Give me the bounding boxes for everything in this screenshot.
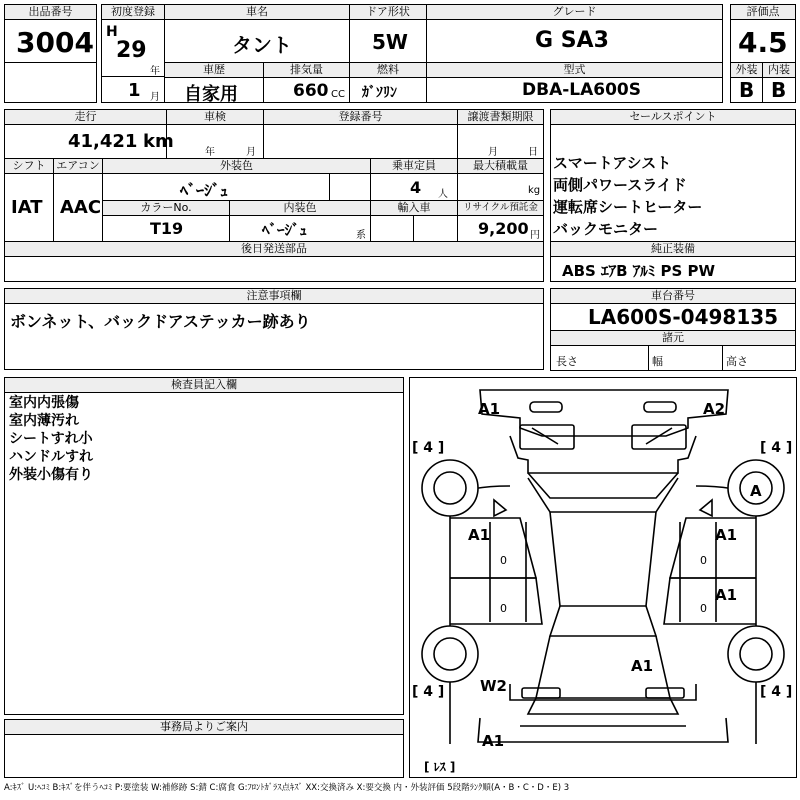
capacity-label: 乗車定員 — [370, 158, 458, 174]
reg-month: 1 — [128, 80, 141, 101]
inspector-label: 検査員記入欄 — [4, 377, 404, 393]
mark-tire-fr: [ 4 ] — [760, 440, 793, 456]
inspector-item: 室内内張傷 — [9, 395, 79, 411]
inspection-label: 車検 — [166, 109, 264, 125]
notes-label: 注意事項欄 — [4, 288, 544, 304]
colorno-label: カラーNo. — [102, 200, 230, 216]
sales-item: 両側パワースライド — [553, 176, 687, 194]
history-label: 車歴 — [164, 62, 264, 78]
maxload-label: 最大積載量 — [457, 158, 544, 174]
displacement-label: 排気量 — [263, 62, 350, 78]
sales-item: スマートアシスト — [553, 154, 672, 172]
mark-wheel-fr: A — [750, 482, 762, 500]
score-label: 評価点 — [730, 4, 796, 20]
inspector-item: シートすれ小 — [9, 431, 93, 447]
interior-color-label: 内装色 — [229, 200, 371, 216]
mark-front-right: A2 — [703, 400, 726, 418]
history: 自家用 — [184, 84, 238, 105]
width-label: 幅 — [652, 355, 663, 368]
interior-color-unit: 系 — [356, 230, 366, 241]
car-name-label: 車名 — [164, 4, 350, 20]
reg-year: 29 — [116, 38, 147, 63]
color: ﾍﾞｰｼﾞｭ — [180, 181, 229, 200]
mark-tire-rr: [ 4 ] — [760, 684, 793, 700]
maxload-unit: kg — [528, 185, 541, 196]
int-grade: B — [771, 78, 787, 102]
score: 4.5 — [738, 26, 788, 59]
mileage-label: 走行 — [4, 109, 167, 125]
equipment: ABS ｴｱB ｱﾙﾐ PS PW — [562, 262, 716, 280]
later-parts-label: 後日発送部品 — [4, 241, 544, 257]
displacement: 660 — [293, 81, 329, 101]
reg-month-unit: 月 — [150, 92, 160, 103]
inspector-item: 室内薄汚れ — [9, 413, 79, 429]
shift: IAT — [11, 197, 43, 218]
car-name: タント — [232, 33, 292, 57]
office-cell — [4, 734, 404, 778]
later-parts-cell — [4, 256, 544, 282]
mark-rear-left: W2 — [480, 677, 507, 695]
dims-label: 諸元 — [550, 330, 796, 346]
notes-text: ボンネット、バックドアステッカー跡あり — [10, 312, 311, 331]
sales-item: 運転席シートヒーター — [553, 198, 703, 216]
recycle: 9,200 — [478, 219, 529, 238]
legend: A:ｷｽﾞ U:ﾍｺﾐ B:ｷｽﾞを伴うﾍｺﾐ P:要塗装 W:補修跡 S:錆 C:腐食 G:ﾌﾛﾝﾄｶﾞﾗｽ点ｷｽﾞ XX:交換済み X:要交換 内・外装評価 5段階ﾗﾝｸ順(A・B・C・D・E) 3 — [4, 783, 570, 793]
reg-label: 初度登録 — [101, 4, 165, 20]
car-outline-svg — [410, 378, 796, 777]
lot-label: 出品番号 — [4, 4, 97, 20]
inspector-list — [9, 394, 93, 484]
regno-label: 登録番号 — [263, 109, 458, 125]
mileage: 41,421 — [68, 131, 138, 152]
length-label: 長さ — [556, 355, 578, 368]
equip-label: 純正装備 — [550, 241, 796, 257]
mark-door-fl: A1 — [468, 526, 491, 544]
grade-label: グレード — [426, 4, 723, 20]
ext-grade: B — [739, 78, 755, 102]
inspector-item: 外装小傷有り — [9, 467, 93, 483]
inspection-month-unit: 月 — [246, 147, 256, 158]
mark-tire-rl: [ 4 ] — [412, 684, 445, 700]
chassis-number: LA600S-0498135 — [588, 305, 779, 329]
ac: AAC — [60, 197, 102, 218]
mark-front-left: A1 — [478, 400, 501, 418]
ac-label: エアコン — [53, 158, 103, 174]
reg-era: H — [106, 24, 118, 40]
capacity-unit: 人 — [438, 189, 448, 200]
import-cell-b — [413, 215, 458, 242]
colorno: T19 — [150, 219, 184, 238]
transfer-month-unit: 月 — [488, 147, 498, 158]
mileage-unit: km — [143, 131, 174, 152]
lot-number: 3004 — [16, 26, 94, 59]
color-label: 外装色 — [102, 158, 371, 174]
mark-zero: 0 — [700, 554, 707, 567]
recycle-unit: 円 — [530, 230, 540, 241]
model: DBA-LA600S — [522, 80, 641, 100]
recycle-label: リサイクル預託金 — [457, 200, 544, 216]
grade: G SA3 — [535, 28, 609, 53]
mark-zero: 0 — [500, 554, 507, 567]
mark-roof-rear: A1 — [631, 657, 654, 675]
office-label: 事務局よりご案内 — [4, 719, 404, 735]
lot-blank-cell — [4, 62, 97, 103]
color-extra-cell — [329, 173, 371, 201]
ext-label: 外装 — [730, 62, 763, 78]
mark-door-rr: A1 — [715, 586, 738, 604]
door-type: 5W — [372, 30, 408, 54]
displacement-unit: CC — [331, 89, 345, 100]
chassis-label: 車台番号 — [550, 288, 796, 304]
sales-item: バックモニター — [553, 220, 659, 238]
sales-list — [553, 152, 702, 240]
interior-color: ﾍﾞｰｼﾞｭ — [262, 221, 308, 239]
mark-tire-fl: [ 4 ] — [412, 440, 445, 456]
mark-rear-bumper: A1 — [482, 732, 505, 750]
transfer-label: 譲渡書類期限 — [457, 109, 544, 125]
import-label: 輸入車 — [370, 200, 458, 216]
height-label: 高さ — [726, 355, 748, 368]
mark-door-fr: A1 — [715, 526, 738, 544]
model-label: 型式 — [426, 62, 723, 78]
mark-zero: 0 — [700, 602, 707, 615]
regno-cell — [263, 124, 458, 159]
transfer-day-unit: 日 — [528, 147, 538, 158]
inspection-year-unit: 年 — [205, 147, 215, 158]
mark-no-spare: [ ﾚｽ ] — [424, 760, 456, 774]
inspector-item: ハンドルすれ — [9, 449, 93, 465]
door-label: ドア形状 — [349, 4, 427, 20]
reg-year-unit: 年 — [150, 66, 160, 77]
fuel-label: 燃料 — [349, 62, 427, 78]
import-cell-a — [370, 215, 414, 242]
shift-label: シフト — [4, 158, 54, 174]
capacity: 4 — [410, 178, 422, 197]
int-label: 内装 — [762, 62, 796, 78]
fuel: ｶﾞｿﾘﾝ — [362, 85, 397, 101]
mark-zero: 0 — [500, 602, 507, 615]
sales-label: セールスポイント — [550, 109, 796, 125]
damage-diagram — [409, 377, 797, 778]
